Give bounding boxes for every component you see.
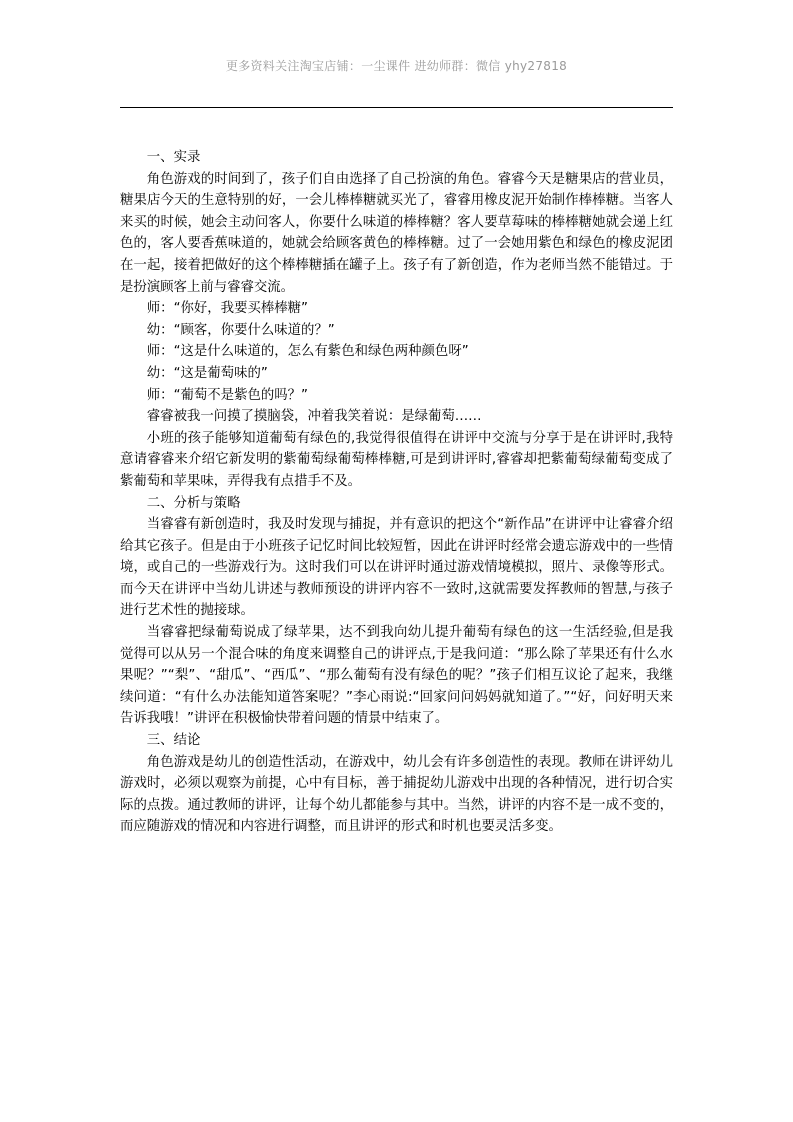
section-heading: 一、实录 [146, 150, 201, 165]
header-divider [120, 107, 673, 108]
page-header: 更多资料关注淘宝店铺：一尘课件 进幼师群：微信 yhy27818 [225, 59, 568, 73]
paragraph: 小班的孩子能够知道葡萄有绿色的,我觉得很值得在讲评中交流与分享于是在讲评时,我特意请睿睿来介绍它新发明的紫葡萄绿葡萄棒棒糖,可是到讲评时,睿睿却把紫葡萄绿葡萄变成了紫葡萄和苹果味，弄得我有点措手不及。 [120, 430, 673, 489]
paragraph: 角色游戏是幼儿的创造性活动，在游戏中，幼儿会有许多创造性的表现。教师在讲评幼儿游戏时，必须以观察为前提，心中有目标，善于捕捉幼儿游戏中出现的各种情况，进行切合实际的点拨。通过教师的讲评，让每个幼儿都能参与其中。当然，讲评的内容不是一成不变的，而应随游戏的情况和内容进行调整，而且讲评的形式和时机也要灵活多变。 [120, 754, 673, 835]
document-body [120, 147, 673, 838]
paragraph: 角色游戏的时间到了，孩子们自由选择了自己扮演的角色。睿睿今天是糖果店的营业员，糖果店今天的生意特别的好，一会儿棒棒糖就买光了，睿睿用橡皮泥开始制作棒棒糖。当客人来买的时候，她会主动问客人，你要什么味道的棒棒糖？客人要草莓味的棒棒糖她就会递上红色的，客人要香蕉味道的，她就会给顾客黄色的棒棒糖。过了一会她用紫色和绿色的橡皮泥团在一起，接着把做好的这个棒棒糖插在罐子上。孩子有了新创造，作为老师当然不能错过。于是扮演顾客上前与睿睿交流。 [120, 171, 673, 295]
dialogue-line: 师：“你好，我要买棒棒糖” [146, 301, 308, 317]
dialogue-line: 幼：“顾客，你要什么味道的？” [146, 322, 335, 338]
dialogue-line: 师：“葡萄不是紫色的吗？” [146, 387, 308, 403]
dialogue-line: 师：“这是什么味道的，怎么有紫色和绿色两种颜色呀” [146, 344, 469, 360]
section-heading: 三、结论 [146, 733, 201, 749]
paragraph: 睿睿被我一问摸了摸脑袋，冲着我笑着说：是绿葡萄…… [146, 409, 482, 425]
paragraph: 当睿睿把绿葡萄说成了绿苹果，达不到我向幼儿提升葡萄有绿色的这一生活经验,但是我觉得可以从另一个混合味的角度来调整自己的讲评点,于是我问道：“那么除了苹果还有什么水果呢？”“梨”、“甜瓜”、“西瓜”、“那么葡萄有没有绿色的呢？”孩子们相互议论了起来，我继续问道：“有什么办法能知道答案呢？”李心雨说:“回家问问妈妈就知道了。”“好，问好明天来告诉我哦！”讲评在积极愉快带着问题的情景中结束了。 [120, 625, 673, 727]
section-heading: 二、分析与策略 [146, 495, 241, 511]
dialogue-line: 幼：“这是葡萄味的” [146, 365, 268, 381]
paragraph: 当睿睿有新创造时，我及时发现与捕捉，并有意识的把这个“新作品”在讲评中让睿睿介绍给其它孩子。但是由于小班孩子记忆时间比较短暂，因此在讲评时经常会遗忘游戏中的一些情境，或自己的一些游戏行为。这时我们可以在讲评时通过游戏情境模拟，照片、录像等形式。而今天在讲评中当幼儿讲述与教师预设的讲评内容不一致时,这就需要发挥教师的智慧,与孩子进行艺术性的抛接球。 [120, 517, 673, 619]
